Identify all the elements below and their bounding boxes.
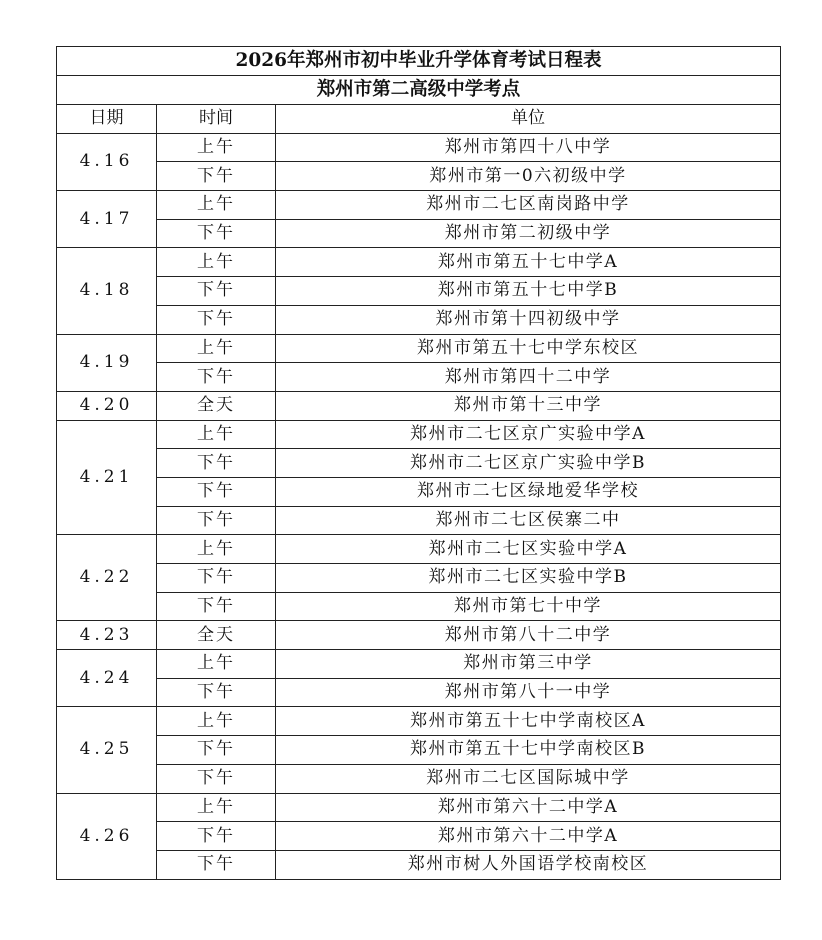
header-row <box>57 105 781 134</box>
unit-cell: 郑州市二七区侯寨二中 <box>276 506 781 535</box>
header-time: 时间 <box>157 105 276 134</box>
unit-cell: 郑州市二七区绿地爱华学校 <box>276 477 781 506</box>
table-row <box>57 535 781 564</box>
schedule-table <box>56 46 781 880</box>
time-cell: 全天 <box>157 391 276 420</box>
time-cell: 上午 <box>157 191 276 220</box>
time-cell: 下午 <box>157 764 276 793</box>
time-cell: 上午 <box>157 248 276 277</box>
table-row <box>57 793 781 822</box>
time-cell: 下午 <box>157 736 276 765</box>
table-row <box>57 822 781 851</box>
table-subtitle: 郑州市第二高级中学考点 <box>57 76 781 105</box>
table-row <box>57 420 781 449</box>
header-date: 日期 <box>57 105 157 134</box>
unit-cell: 郑州市二七区实验中学B <box>276 564 781 593</box>
date-cell: 4.16 <box>57 133 157 190</box>
time-cell: 下午 <box>157 850 276 879</box>
time-cell: 下午 <box>157 592 276 621</box>
table-row <box>57 248 781 277</box>
time-cell: 上午 <box>157 650 276 679</box>
unit-cell: 郑州市二七区京广实验中学B <box>276 449 781 478</box>
unit-cell: 郑州市二七区京广实验中学A <box>276 420 781 449</box>
table-row <box>57 449 781 478</box>
date-cell: 4.20 <box>57 391 157 420</box>
unit-cell: 郑州市二七区南岗路中学 <box>276 191 781 220</box>
date-cell: 4.18 <box>57 248 157 334</box>
time-cell: 下午 <box>157 363 276 392</box>
table-row <box>57 363 781 392</box>
table-row <box>57 592 781 621</box>
time-cell: 下午 <box>157 506 276 535</box>
table-row <box>57 564 781 593</box>
unit-cell: 郑州市二七区国际城中学 <box>276 764 781 793</box>
unit-cell: 郑州市第八十二中学 <box>276 621 781 650</box>
unit-cell: 郑州市第八十一中学 <box>276 678 781 707</box>
unit-cell: 郑州市第五十七中学B <box>276 277 781 306</box>
table-row <box>57 506 781 535</box>
table-row <box>57 764 781 793</box>
time-cell: 下午 <box>157 305 276 334</box>
time-cell: 上午 <box>157 793 276 822</box>
unit-cell: 郑州市第五十七中学南校区A <box>276 707 781 736</box>
table-row <box>57 219 781 248</box>
unit-cell: 郑州市第十四初级中学 <box>276 305 781 334</box>
time-cell: 上午 <box>157 420 276 449</box>
table-row <box>57 391 781 420</box>
date-cell: 4.25 <box>57 707 157 793</box>
table-row <box>57 133 781 162</box>
time-cell: 上午 <box>157 707 276 736</box>
unit-cell: 郑州市第二初级中学 <box>276 219 781 248</box>
unit-cell: 郑州市二七区实验中学A <box>276 535 781 564</box>
unit-cell: 郑州市第一0六初级中学 <box>276 162 781 191</box>
table-row <box>57 334 781 363</box>
time-cell: 下午 <box>157 219 276 248</box>
date-cell: 4.26 <box>57 793 157 879</box>
date-cell: 4.17 <box>57 191 157 248</box>
table-title: 2026年郑州市初中毕业升学体育考试日程表 <box>57 47 781 76</box>
time-cell: 下午 <box>157 477 276 506</box>
unit-cell: 郑州市第十三中学 <box>276 391 781 420</box>
unit-cell: 郑州市第三中学 <box>276 650 781 679</box>
time-cell: 下午 <box>157 277 276 306</box>
table-row <box>57 621 781 650</box>
unit-cell: 郑州市第六十二中学A <box>276 822 781 851</box>
time-cell: 上午 <box>157 334 276 363</box>
time-cell: 下午 <box>157 449 276 478</box>
table-row <box>57 678 781 707</box>
subtitle-row <box>57 76 781 105</box>
date-cell: 4.19 <box>57 334 157 391</box>
unit-cell: 郑州市第六十二中学A <box>276 793 781 822</box>
time-cell: 上午 <box>157 535 276 564</box>
time-cell: 全天 <box>157 621 276 650</box>
date-cell: 4.23 <box>57 621 157 650</box>
unit-cell: 郑州市第七十中学 <box>276 592 781 621</box>
table-row <box>57 191 781 220</box>
unit-cell: 郑州市第五十七中学东校区 <box>276 334 781 363</box>
time-cell: 下午 <box>157 822 276 851</box>
title-row <box>57 47 781 76</box>
time-cell: 下午 <box>157 564 276 593</box>
table-row <box>57 650 781 679</box>
table-row <box>57 850 781 879</box>
time-cell: 下午 <box>157 162 276 191</box>
date-cell: 4.24 <box>57 650 157 707</box>
date-cell: 4.21 <box>57 420 157 535</box>
time-cell: 上午 <box>157 133 276 162</box>
unit-cell: 郑州市第五十七中学A <box>276 248 781 277</box>
table-row <box>57 736 781 765</box>
table-row <box>57 707 781 736</box>
unit-cell: 郑州市树人外国语学校南校区 <box>276 850 781 879</box>
table-row <box>57 477 781 506</box>
time-cell: 下午 <box>157 678 276 707</box>
table-row <box>57 277 781 306</box>
unit-cell: 郑州市第四十八中学 <box>276 133 781 162</box>
table-row <box>57 305 781 334</box>
unit-cell: 郑州市第五十七中学南校区B <box>276 736 781 765</box>
header-unit: 单位 <box>276 105 781 134</box>
table-row <box>57 162 781 191</box>
unit-cell: 郑州市第四十二中学 <box>276 363 781 392</box>
date-cell: 4.22 <box>57 535 157 621</box>
